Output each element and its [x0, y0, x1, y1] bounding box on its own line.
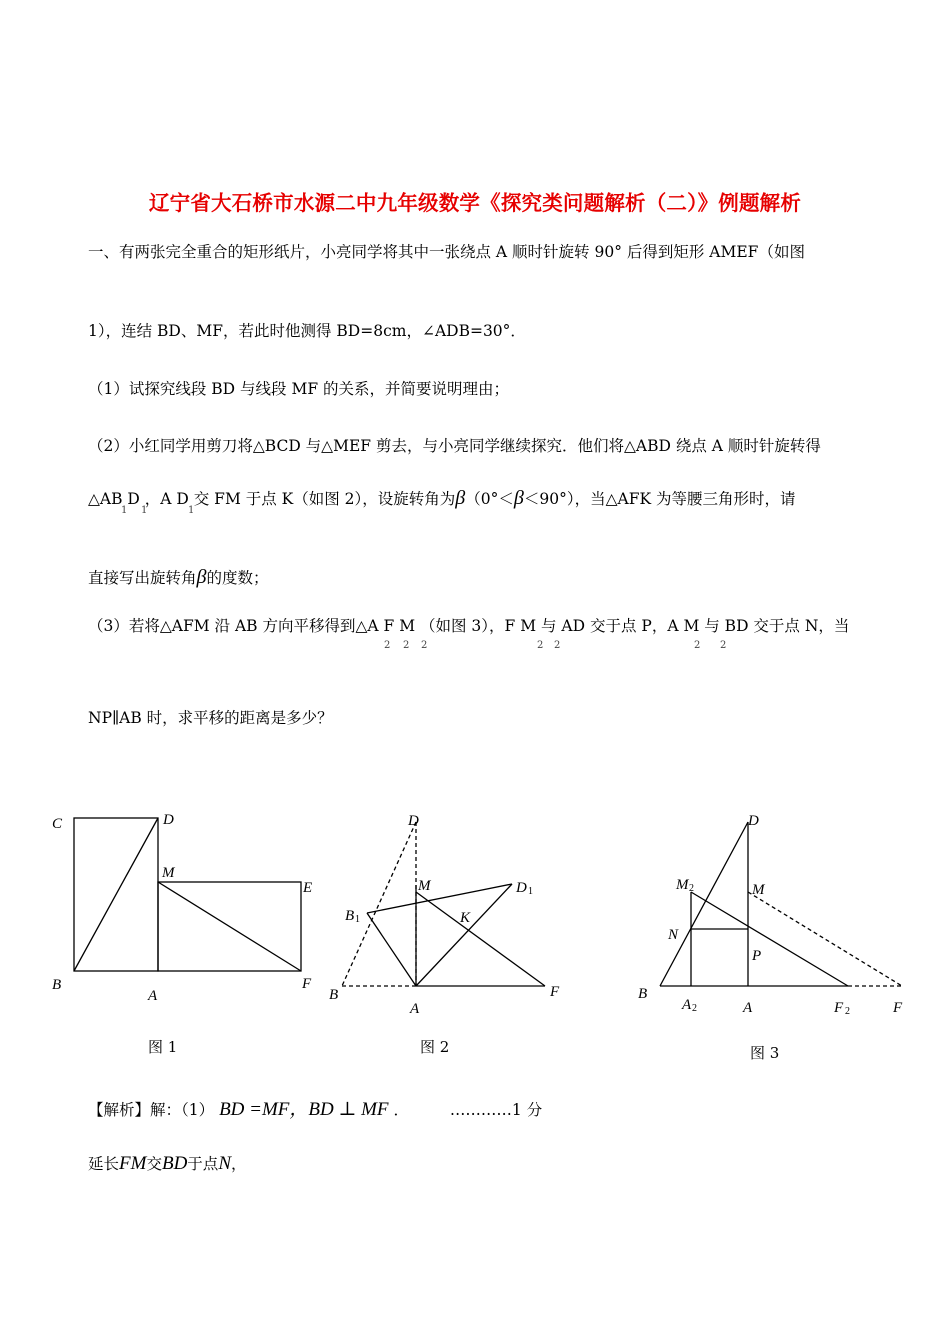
subscript-1: 1: [141, 505, 148, 516]
fig1-label-m: M: [162, 865, 175, 881]
fig3-sub-m2: 2: [689, 883, 694, 894]
solution-formula: BD =MF，BD ⊥ MF: [219, 1099, 389, 1120]
fig2-label-b1: B: [345, 908, 355, 924]
solution-text: ，: [231, 1155, 247, 1173]
subscript-2: 2: [403, 640, 410, 651]
fig3-sub-f2: 2: [845, 1006, 850, 1017]
figure-1: [74, 818, 301, 971]
question-2-line1: （2）小红同学用剪刀将△BCD 与△MEF 剪去，与小亮同学继续探究．他们将△ABD 绕点 A 顺时针旋转得: [88, 437, 821, 455]
solution-n: N: [218, 1153, 231, 1174]
page-title: 辽宁省大石桥市水源二中九年级数学《探究类问题解析（二）》例题解析: [148, 191, 802, 215]
solution-text: 于点: [187, 1155, 219, 1173]
solution-line1: [88, 1094, 542, 1121]
solution-line2: [88, 1152, 247, 1175]
fig3-label-f2: F: [834, 1000, 844, 1016]
fig1-label-b: B: [52, 977, 62, 993]
figure-1-caption: 图 1: [148, 1038, 178, 1056]
solution-fm: FM: [119, 1153, 147, 1174]
fig2-sub-d1: 1: [528, 886, 533, 897]
q2-line3-part-b: 的度数；: [206, 569, 269, 587]
fig3-label-b: B: [638, 986, 648, 1002]
fig2-label-k: K: [460, 910, 471, 926]
segment-ab1: [367, 913, 416, 986]
solution-period: ．: [393, 1101, 409, 1119]
subscript-2: 2: [384, 640, 391, 651]
q2-line2-part-a: △AB D ，A D 交 FM 于点 K（如图 2），设旋转角为: [88, 490, 456, 508]
fig1-label-d: D: [163, 812, 174, 828]
solution-text: 延长: [88, 1155, 120, 1173]
fig3-sub-a2: 2: [692, 1003, 697, 1014]
segment-bd: [74, 818, 158, 971]
q2-line2-part-b: （0°＜: [465, 490, 514, 508]
fig3-label-d: D: [748, 813, 759, 829]
fig3-label-m2: M: [676, 877, 689, 893]
subscript-2: 2: [537, 640, 544, 651]
figure-2: [342, 822, 545, 986]
fig1-label-f: F: [302, 976, 312, 992]
question-3-line2: NP∥AB 时，求平移的距离是多少？: [88, 709, 333, 727]
fig3-label-m: M: [752, 882, 765, 898]
q2-line3-part-a: 直接写出旋转角: [88, 569, 197, 587]
beta-symbol: β: [513, 487, 524, 509]
fig2-label-m: M: [418, 878, 431, 894]
question-2-line3: [88, 566, 269, 589]
solution-bd: BD: [161, 1153, 188, 1174]
geometry-figures: [0, 800, 950, 1070]
figure-2-caption: 图 2: [420, 1038, 450, 1056]
question-3-line1: （3）若将△AFM 沿 AB 方向平移得到△A F M （如图 3），F M 与 AD 交于点 P，A M 与 BD 交于点 N，当: [88, 617, 850, 635]
fig2-label-b: B: [329, 987, 339, 1003]
fig2-label-a: A: [410, 1001, 420, 1017]
fig2-label-d1: D: [516, 880, 527, 896]
subscript-2: 2: [694, 640, 701, 651]
segment-bd: [660, 822, 748, 986]
beta-symbol: β: [455, 487, 466, 509]
question-1: （1）试探究线段 BD 与线段 MF 的关系，并简要说明理由；: [88, 380, 510, 398]
fig1-label-e: E: [303, 880, 313, 896]
subscript-2: 2: [421, 640, 428, 651]
segment-bd-dashed: [342, 822, 416, 986]
solution-header: 【解析】解：（1）: [88, 1101, 215, 1119]
problem-intro-line2: 1），连结 BD、MF，若此时他测得 BD=8cm，∠ADB=30°．: [88, 322, 526, 340]
fig2-label-d: D: [408, 813, 419, 829]
fig1-label-c: C: [52, 816, 63, 832]
problem-intro-line1: 一、有两张完全重合的矩形纸片，小亮同学将其中一张绕点 A 顺时针旋转 90° 后得到矩形 AMEF（如图: [88, 243, 805, 261]
subscript-2: 2: [554, 640, 561, 651]
fig3-label-a2: A: [682, 997, 692, 1013]
segment-m2f2: [691, 892, 848, 986]
subscript-1: 1: [188, 505, 195, 516]
fig1-label-a: A: [148, 988, 158, 1004]
segment-mf: [158, 882, 301, 971]
figure-3-caption: 图 3: [750, 1044, 780, 1062]
segment-ad1: [416, 884, 512, 986]
fig3-label-n: N: [668, 927, 679, 943]
subscript-1: 1: [121, 505, 128, 516]
fig2-sub-b1: 1: [355, 914, 360, 925]
figure-3: [660, 822, 902, 986]
fig3-label-f: F: [893, 1000, 903, 1016]
fig3-label-p: P: [752, 948, 762, 964]
fig3-label-a: A: [743, 1000, 753, 1016]
solution-text: 交: [146, 1155, 162, 1173]
fig2-label-f: F: [550, 984, 560, 1000]
subscript-2: 2: [720, 640, 727, 651]
segment-mf: [416, 892, 545, 986]
beta-symbol: β: [196, 566, 207, 588]
q2-line2-part-c: ＜90°），当△AFK 为等腰三角形时，请: [523, 490, 796, 508]
solution-score: …………1 分: [449, 1101, 543, 1119]
